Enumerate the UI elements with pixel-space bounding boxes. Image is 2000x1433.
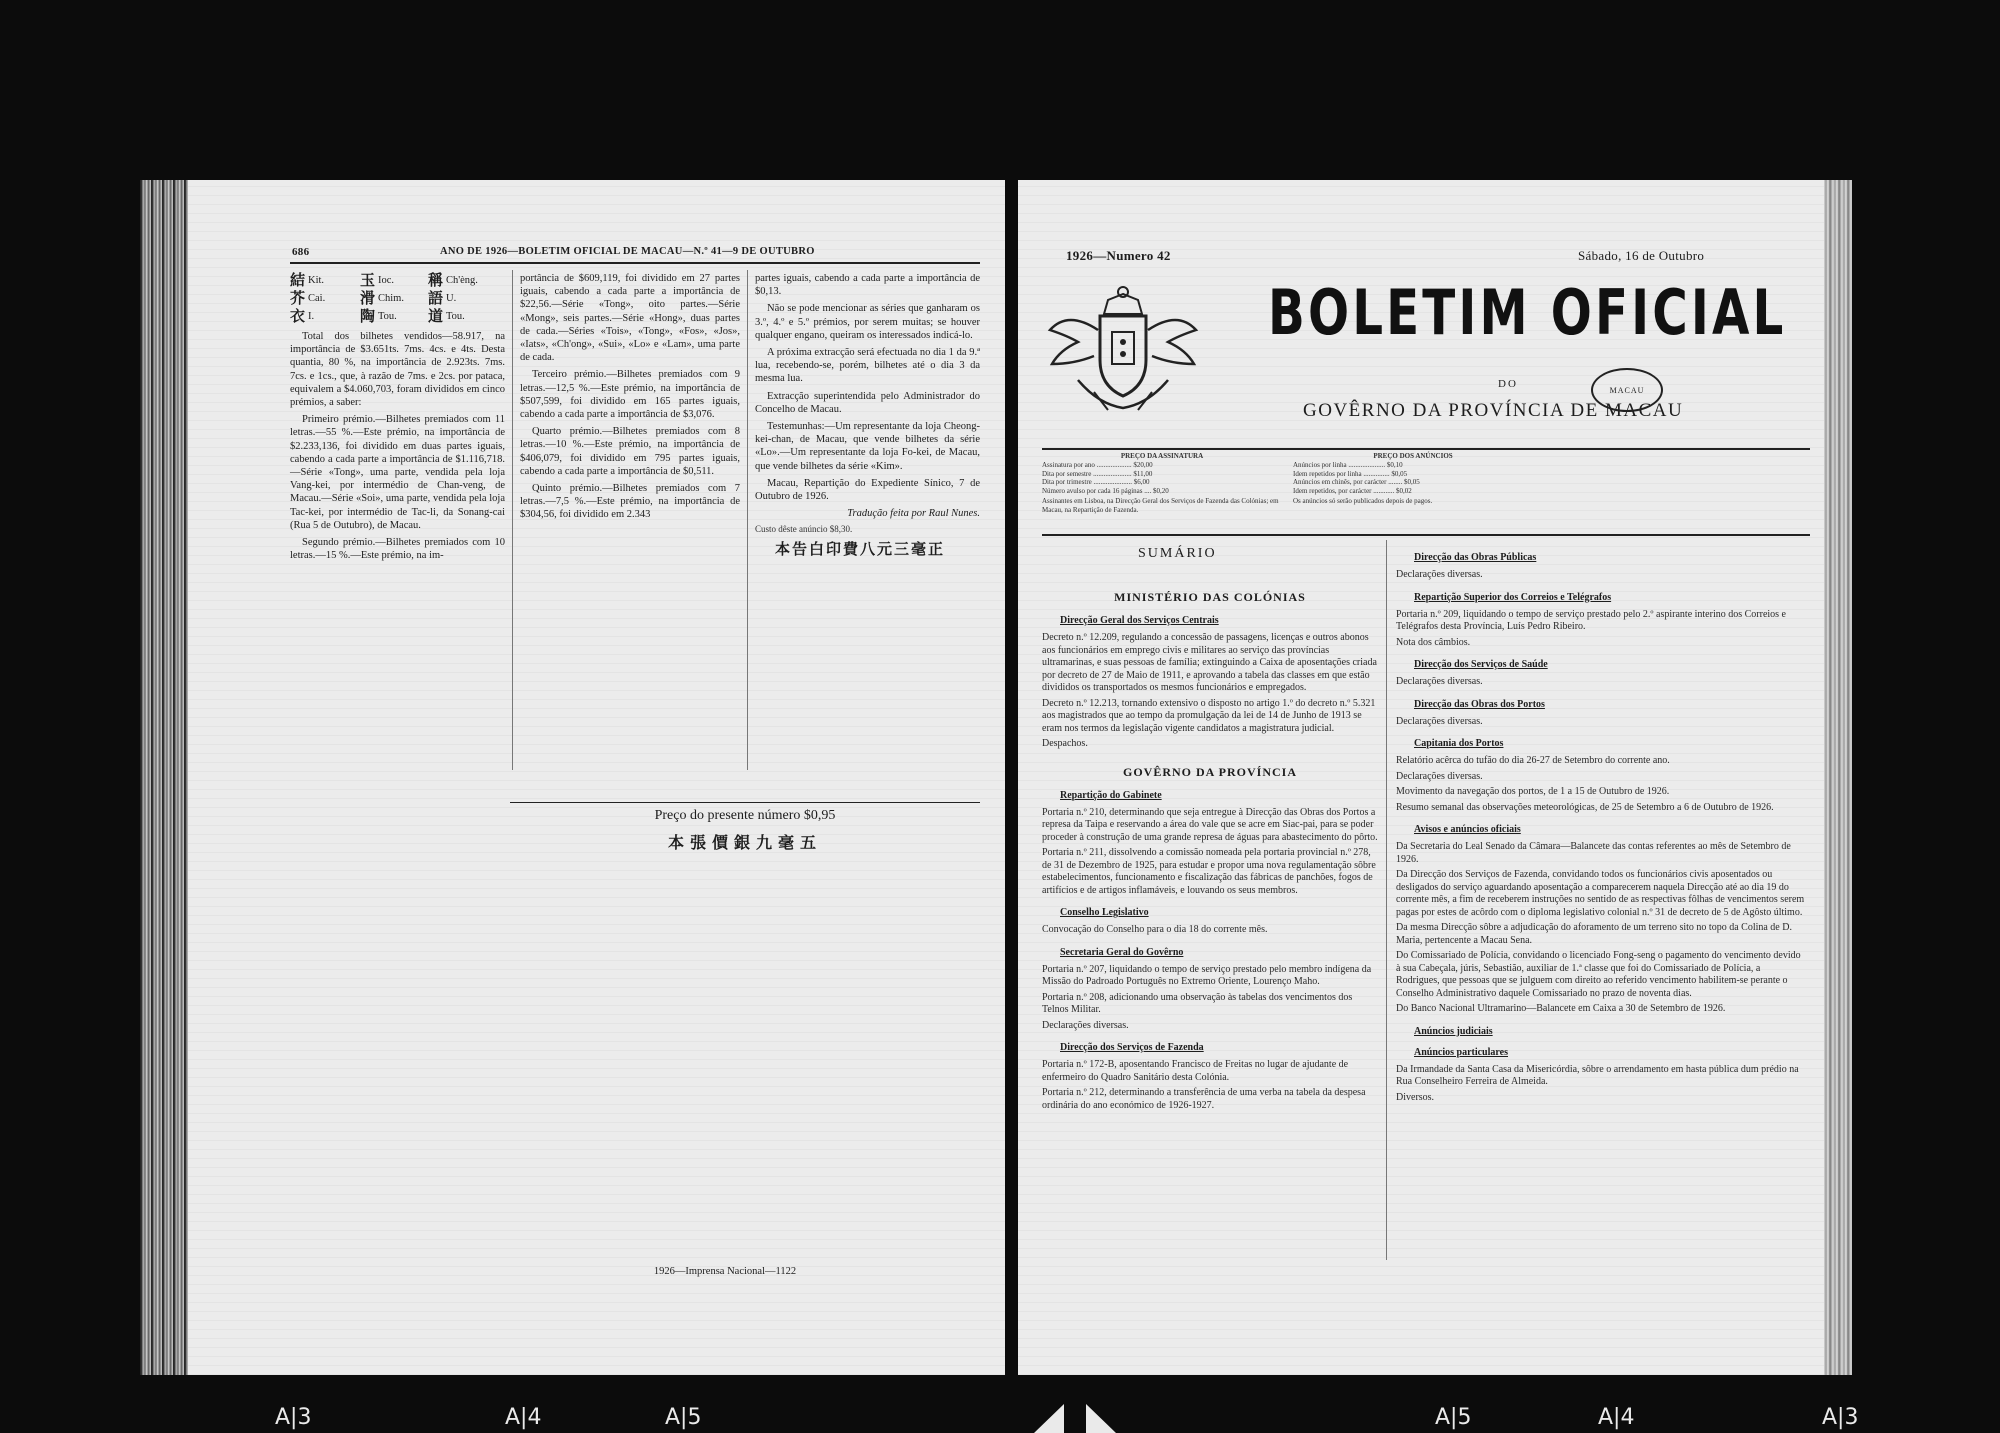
issue-number: 1926—Numero 42 xyxy=(1066,248,1171,263)
subsection-heading: Direcção dos Serviços de Fazenda xyxy=(1060,1042,1204,1053)
advertising-line: Idem repetidos por linha ............... $0,05 xyxy=(1293,469,1408,478)
subsection-heading: Anúncios judiciais xyxy=(1414,1025,1493,1037)
sumario-entry: Declarações diversas. xyxy=(1396,770,1483,782)
subsection-heading: Secretaria Geral do Govêrno xyxy=(1060,946,1184,958)
advertising-line: Idem repetidos, por carácter ............ $0,02 xyxy=(1293,486,1412,495)
paragraph: A próxima extracção será efectuada no dia 1 da 9.ª lua, recebendo-se, porém, bilhetes até o dia 3 da mesma lua. xyxy=(755,347,980,385)
film-mark: A|4 xyxy=(1598,1405,1635,1430)
subsection-heading: Avisos e anúncios oficiais xyxy=(1414,824,1521,835)
subscription-line: Dita por semestre ...................... $11,00 xyxy=(1042,469,1153,478)
paragraph: portância de $609,119, foi dividido em 27 partes iguais, cabendo a cada parte a importância de $22,56.—Série «Tong», oito partes.—Série «Mong», seis partes.—Série «Hong», duas partes de cada.—Séries «Tois», «Tong», «Fos», «Jos», «Iats», «Ch'ong», «Sui», «Lo» e «Lam», uma parte de cada. xyxy=(520,273,740,364)
advertising-prices xyxy=(1293,452,1533,506)
stamp-text: MACAU xyxy=(1609,385,1645,395)
subscription-line: Dita por trimestre ...................... $6,00 xyxy=(1042,478,1150,486)
sumario-title: SUMÁRIO xyxy=(1138,546,1217,561)
issue-date: Sábado, 16 de Outubro xyxy=(1578,248,1705,263)
left-column-2 xyxy=(520,272,740,526)
romanized-name: I. xyxy=(308,311,315,323)
subscription-heading: PREÇO DA ASSINATURA xyxy=(1120,452,1204,460)
translation-credit: Tradução feita por Raul Nunes. xyxy=(847,508,980,520)
cjk-char: 滑 xyxy=(360,289,376,308)
sumario-entry: Portaria n.º 209, liquidando o tempo de serviço prestado pelo 2.º aspirante interino dos Correios e Telégrafos desta Província, Luís Pedro Ribeiro. xyxy=(1396,608,1786,632)
sumario-entry: Declarações diversas. xyxy=(1396,569,1483,580)
masthead-title: BOLETIM OFICIAL xyxy=(1268,276,1787,349)
imprint: 1926—Imprensa Nacional—1122 xyxy=(653,1266,797,1277)
names-row xyxy=(290,272,505,290)
advertising-heading: PREÇO DOS ANÚNCIOS xyxy=(1373,452,1453,460)
sumario-entry: Declarações diversas. xyxy=(1042,1019,1129,1031)
sumario-right-column xyxy=(1396,542,1806,1107)
page-binding xyxy=(140,180,188,1375)
paragraph: partes iguais, cabendo a cada parte a importância de $0,13. xyxy=(755,273,980,298)
romanized-name: Ch'èng. xyxy=(446,275,478,287)
sumario-entry: Relatório acêrca do tufão do dia 26-27 de Setembro do corrente ano. xyxy=(1396,755,1670,766)
film-mark: A|3 xyxy=(275,1405,312,1430)
romanized-name: Tou. xyxy=(378,311,397,323)
sumario-entry: Portaria n.º 211, dissolvendo a comissão nomeada pela portaria provincial n.º 278, de 31 de Dezembro de 1925, para estudar e propor uma nova regulamentação sôbre estabelecimentos, funcionamento e fiscalização das fábricas de panchões, fogos de artifícios e de artigos inflamáveis, e louvando os seus membros. xyxy=(1042,847,1376,896)
cjk-char: 芥 xyxy=(290,289,306,308)
masthead-subtitle: GOVÊRNO DA PROVÍNCIA DE MACAU xyxy=(1303,400,1684,421)
right-page xyxy=(1018,180,1852,1375)
left-column-3 xyxy=(755,272,980,557)
film-mark: A|5 xyxy=(665,1405,702,1430)
film-mark: A|3 xyxy=(1822,1405,1859,1430)
names-row xyxy=(290,308,505,326)
advertising-note: Os anúncios só serão publicados depois de pagos. xyxy=(1293,497,1433,505)
film-mark: A|5 xyxy=(1435,1405,1472,1430)
sumario-entry: Diversos. xyxy=(1396,1091,1435,1103)
price-rule xyxy=(510,802,980,803)
subsection-heading: Repartição Superior dos Correios e Telégrafos xyxy=(1414,591,1612,603)
sumario-entry: Do Comissariado de Polícia, convidando o licenciado Fong-seng o pagamento do vencimento devido à sua Cabeçala, júris, Sebastião, auxiliar de 1.ª classe que foi do Comissariado de Polícia, a Rodrigues, que pessoas que se julguem com direito ao referido vencimento habilitem-se perante o Conselho Administrativo daquele Comissariado no prazo de noventa dias. xyxy=(1396,950,1801,999)
sumario-entry: Nota dos câmbios. xyxy=(1396,636,1471,648)
paragraph: Quinto prémio.—Bilhetes premiados com 7 letras.—7,5 %.—Este prémio, na importância de $304,56, foi dividido em 2.343 xyxy=(520,483,740,521)
names-table xyxy=(290,272,505,326)
price-cjk: 本張價銀九毫五 xyxy=(667,833,822,852)
subsection-heading: Capitania dos Portos xyxy=(1414,738,1504,749)
sumario-entry: Declarações diversas. xyxy=(1396,676,1483,687)
romanized-name: Chim. xyxy=(378,293,404,305)
advertising-line: Anúncios em chinês, por carácter ........ $0,05 xyxy=(1293,478,1420,486)
cost-note: Custo dêste anúncio $8,30. xyxy=(755,524,853,535)
masthead-do: DO xyxy=(1498,378,1518,390)
subscription-line: Número avulso por cada 16 páginas .... $0,20 xyxy=(1042,486,1169,495)
cjk-char: 稱 xyxy=(428,271,444,290)
subscription-prices xyxy=(1042,452,1282,514)
column-rule xyxy=(512,270,513,770)
cjk-char: 玉 xyxy=(360,271,376,290)
film-arrows-icon xyxy=(1030,1400,1120,1433)
romanized-name: Tou. xyxy=(446,311,465,323)
romanized-name: U. xyxy=(446,293,457,305)
sumario-entry: Despachos. xyxy=(1042,738,1088,749)
cjk-char: 語 xyxy=(428,289,444,308)
paragraph: Não se pode mencionar as séries que ganharam os 3.º, 4.º e 5.º prémios, por serem muitas; se houver qualquer engano, queiram os interessados indicá-lo. xyxy=(755,303,980,341)
left-column-1 xyxy=(290,272,505,566)
sumario-entry: Portaria n.º 212, determinando a transferência de uma verba na tabela da despesa ordinária do ano económico de 1926-1927. xyxy=(1042,1087,1366,1111)
sumario-entry: Da Irmandade da Santa Casa da Misericórdia, sôbre o arrendamento em hasta pública dum prédio na Rua Conselheiro Ferreira de Almeida. xyxy=(1396,1063,1799,1087)
cjk-notice: 本告白印費八元三毫正 xyxy=(775,540,946,559)
subsection-heading: Direcção Geral dos Serviços Centrais xyxy=(1060,615,1219,626)
cjk-char: 陶 xyxy=(360,307,376,326)
page-edge xyxy=(1824,180,1852,1375)
subscription-line: Assinatura por ano .................... $20,00 xyxy=(1042,461,1153,469)
subsection-heading: Direcção das Obras Públicas xyxy=(1414,552,1537,563)
sumario-entry: Portaria n.º 208, adicionando uma observação às tabelas dos vencimentos dos Telnos Militar. xyxy=(1042,991,1353,1015)
paragraph: Primeiro prémio.—Bilhetes premiados com 11 letras.—55 %.—Este prémio, na importância de $2.233,136, foi dividido em duas partes iguais, cabendo a cada parte a importância de $1.116,718.—Série «Tong», uma parte, vendida pela loja Vang-kei, por intermédio de Chan-veng, de Macau.—Série «Soi», uma parte, vendida pela loja Tac-kei, por intermédio de Tac-li, da Sonang-cai (Rua 5 de Outubro), de Macau. xyxy=(290,414,505,531)
column-rule xyxy=(747,270,748,770)
paragraph: Quarto prémio.—Bilhetes premiados com 8 letras.—10 %.—Este prémio, na importância de $406,079, foi dividido em 795 partes iguais, cabendo a cada parte a importância de $0,511. xyxy=(520,426,740,477)
header-rule xyxy=(290,262,980,264)
sumario-entry: Decreto n.º 12.213, tornando extensivo o disposto no artigo 1.º do decreto n.º 5.321 aos magistrados que ao tempo da promulgação da lei de 14 de Junho de 1913 se eram nos termos da legislação vigente candidatos a magistratura judicial. xyxy=(1042,697,1376,734)
sumario-entry: Portaria n.º 210, determinando que seja entregue à Direcção das Obras dos Portos a represa da Taipa e reservando a área do vale que se acre em Siac-pai, para se poder proceder à construção de uma grande represa de águas para abastecimento do pôrto. xyxy=(1042,806,1378,843)
advertising-line: Anúncios por linha ..................... $0,10 xyxy=(1293,461,1403,469)
paragraph: Extracção superintendida pelo Administrador do Concelho de Macau. xyxy=(755,390,980,415)
cjk-char: 道 xyxy=(428,307,444,326)
section-heading: GOVÊRNO DA PROVÍNCIA xyxy=(1122,764,1297,779)
film-mark: A|4 xyxy=(505,1405,542,1430)
subsection-heading: Repartição do Gabinete xyxy=(1060,789,1162,801)
sumario-entry: Da Secretaria do Leal Senado da Câmara—Balancete das contas referentes ao mês de Setembro de 1926. xyxy=(1396,841,1791,865)
sumario-entry: Resumo semanal das observações meteorológicas, de 25 de Setembro a 6 de Outubro de 1926. xyxy=(1396,801,1774,813)
info-rule xyxy=(1042,534,1810,536)
paragraph: Total dos bilhetes vendidos—58.917, na importância de $3.651ts. 7ms. 4cs. e 4ts. Desta quantia, 80 %, na importância de 2.923ts. 7ms. 7cs. e 1cs., que, à razão de 7ms. e 2cs. por pataca, equivalem a $4.060,703, foram divididos em cinco prémios, a saber: xyxy=(290,331,505,409)
official-stamp xyxy=(1591,368,1663,412)
sumario-entry: Movimento da navegação dos portos, de 1 a 15 de Outubro de 1926. xyxy=(1396,786,1670,797)
romanized-name: Kit. xyxy=(308,275,325,287)
price-text: Preço do presente número $0,95 xyxy=(654,808,836,823)
romanized-name: Ioc. xyxy=(378,275,395,287)
left-page xyxy=(140,180,1005,1375)
page-number: 686 xyxy=(292,246,310,258)
subsection-heading: Direcção das Obras dos Portos xyxy=(1414,698,1545,710)
paragraph: Segundo prémio.—Bilhetes premiados com 10 letras.—15 %.—Este prémio, na im- xyxy=(290,537,505,562)
sumario-entry: Decreto n.º 12.209, regulando a concessão de passagens, licenças e outros abonos aos funcionários em emprego civis e militares ao serviço das províncias ultramarinas, e suas pessoas de família; extinguindo a Caixa de aposentações criada por decreto de 27 de Maio de 1911, e aprovando a tabela das classes em que estão divididos os transportados os mesmos funcionários e empregados. xyxy=(1042,632,1377,693)
sumario-entry: Declarações diversas. xyxy=(1396,715,1483,727)
subsection-heading: Direcção dos Serviços de Saúde xyxy=(1414,659,1548,670)
sumario-entry: Convocação do Conselho para o dia 18 do corrente mês. xyxy=(1042,924,1268,935)
column-rule xyxy=(1386,540,1387,1260)
cjk-char: 結 xyxy=(290,271,306,290)
masthead-rule xyxy=(1042,448,1810,450)
subscription-note: Assinantes em Lisboa, na Direcção Geral dos Serviços de Fazenda das Colónias; em Macau, na Repartição de Fazenda. xyxy=(1042,497,1279,514)
subsection-heading: Conselho Legislativo xyxy=(1060,907,1149,918)
paragraph: Terceiro prémio.—Bilhetes premiados com 9 letras.—12,5 %.—Este prémio, na importância de $507,599, foi dividido em 165 partes iguais, cabendo a cada parte a importância de $3,076. xyxy=(520,369,740,421)
running-title: ANO DE 1926—BOLETIM OFICIAL DE MACAU—N.º 41—9 DE OUTUBRO xyxy=(440,246,815,257)
sumario-entry: Portaria n.º 207, liquidando o tempo de serviço prestado pelo membro indígena da Missão do Padroado Português no Extremo Oriente, Lourenço Maho. xyxy=(1042,963,1372,987)
cjk-char: 衣 xyxy=(290,307,306,326)
coat-of-arms-icon xyxy=(1038,280,1208,420)
subsection-heading: Anúncios particulares xyxy=(1414,1046,1508,1058)
sumario-entry: Da Direcção dos Serviços de Fazenda, convidando todos os funcionários civis aposentados ou desligados do serviço aguardando aposentação a comparecerem naquela Direcção até ao dia 19 do corrente mês, a fim de receberem instruções no sentido de as respectivas fôlhas de vencimentos serem pagas por estes de acôrdo com o diploma legislativo colonial n.º 31 de decreto de 5 de Agôsto último. xyxy=(1396,869,1805,918)
paragraph: Macau, Repartição do Expediente Sínico, 7 de Outubro de 1926. xyxy=(755,477,980,503)
sumario-entry: Portaria n.º 172-B, aposentando Francisco de Freitas no lugar de ajudante de enfermeiro do Quadro Sanitário desta Colónia. xyxy=(1042,1059,1349,1083)
romanized-name: Cai. xyxy=(308,293,326,305)
sumario-left-column xyxy=(1042,576,1378,1115)
sumario-entry: Do Banco Nacional Ultramarino—Balancete em Caixa a 30 de Setembro de 1926. xyxy=(1396,1003,1726,1014)
sumario-entry: Da mesma Direcção sôbre a adjudicação do aforamento de um terreno sito no topo da Colina de D. Maria, pertencente a Macau Sena. xyxy=(1396,922,1792,946)
names-row xyxy=(290,290,505,308)
section-heading: MINISTÉRIO DAS COLÓNIAS xyxy=(1114,590,1306,604)
paragraph: Testemunhas:—Um representante da loja Cheong-kei-chan, de Macau, que vende bilhetes da série «Lo».—Um representante da loja Fo-kei, de Macau, que vende bilhetes da série «Kim». xyxy=(755,421,980,472)
